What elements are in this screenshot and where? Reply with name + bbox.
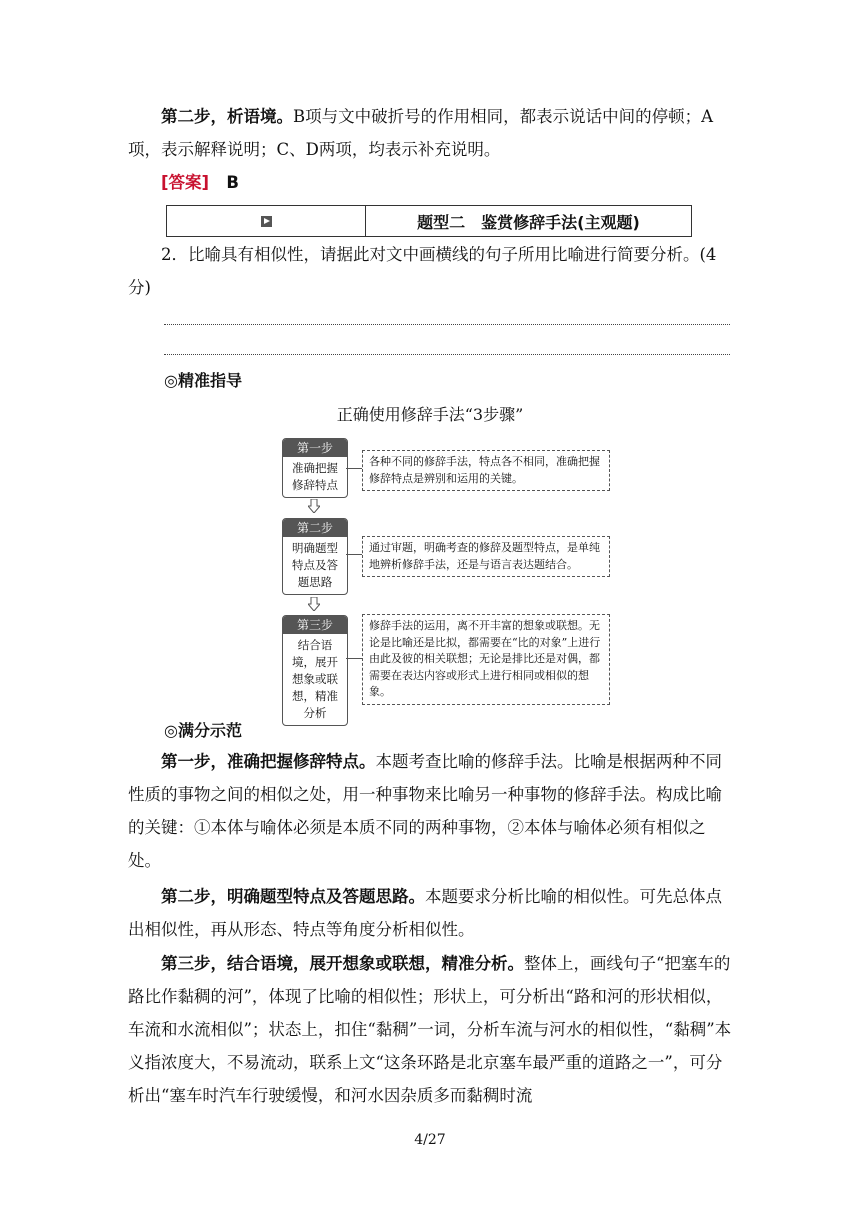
step-2-box — [282, 518, 348, 595]
play-icon — [261, 216, 272, 227]
answer-line-1 — [164, 324, 730, 325]
step-1-box — [282, 438, 348, 498]
step2-text: B项与文中破折号的作用相同，都表示说话中间的停顿；A项，表示解释说明；C、D两项，均表示补充说明。 — [128, 107, 714, 159]
step-2-connector — [346, 554, 362, 555]
demo-p3-text: 整体上，画线句子“把塞车的路比作黏稠的河”，体现了比喻的相似性；形状上，可分析出“路和河的形状相似，车流和水流相似”；状态上，扣住“黏稠”一词，分析车流与河水的相似性，“黏稠”本义指浓度大，不易流动，联系上文“这条环路是北京塞车最严重的道路之一”，可分析出“塞车时汽车行驶缓慢，和河水因杂质多而黏稠时流 — [128, 954, 732, 1105]
step-1-body: 准确把握修辞特点 — [292, 461, 338, 492]
demo-p2-lead: 第二步，明确题型特点及答题思路。 — [161, 887, 425, 906]
section-icon-cell — [167, 206, 366, 236]
demo-p1-lead: 第一步，准确把握修辞特点。 — [161, 752, 376, 771]
question-text: 2．比喻具有相似性，请据此对文中画横线的句子所用比喻进行简要分析。(4分) — [128, 245, 717, 297]
step-2-body: 明确题型特点及答题思路 — [292, 541, 338, 589]
answer-value: B — [226, 173, 239, 192]
demo-paragraph-1 — [128, 745, 734, 877]
step-1-desc: 各种不同的修辞手法，特点各不相同，准确把握修辞特点是辨别和运用的关键。 — [362, 450, 610, 491]
step-2-desc: 通过审题，明确考查的修辞及题型特点，是单纯地辨析修辞手法，还是与语言表达题结合。 — [362, 536, 610, 577]
step-3-desc: 修辞手法的运用，离不开丰富的想象或联想。无论是比喻还是比拟，都需要在“比的对象”上进行由此及彼的相关联想；无论是排比还是对偶，都需要在表达内容或形式上进行相同或相似的想象。 — [362, 614, 610, 705]
section-header-table — [166, 205, 692, 237]
step-3-header: 第三步 — [283, 616, 347, 634]
demo-p1-text: 本题考查比喻的修辞手法。比喻是根据两种不同性质的事物之间的相似之处，用一种事物来比喻另一种事物的修辞手法。构成比喻的关键：①本体与喻体必须是本质不同的两种事物，②本体与喻体必须有相似之处。 — [128, 752, 722, 870]
page-number: 4/27 — [414, 1132, 446, 1148]
demo-p3-lead: 第三步，结合语境，展开想象或联想，精准分析。 — [161, 954, 524, 973]
guide-heading: ◎精准指导 — [164, 371, 242, 390]
step-1-header: 第一步 — [283, 439, 347, 457]
demo-paragraph-2 — [128, 880, 734, 946]
demo-heading: ◎满分示范 — [164, 721, 242, 740]
step2-paragraph — [128, 100, 734, 166]
step-3-box — [282, 615, 348, 726]
step-3-connector — [346, 658, 362, 659]
demo-p2-text: 本题要求分析比喻的相似性。可先总体点出相似性，再从形态、特点等角度分析相似性。 — [128, 887, 722, 939]
step2-lead: 第二步，析语境。 — [161, 107, 293, 126]
figure-title: 正确使用修辞手法“3步骤” — [336, 405, 524, 424]
demo-paragraph-3 — [128, 947, 734, 1112]
answer-line-2 — [164, 354, 730, 355]
step-3-body: 结合语境，展开想象或联想，精准分析 — [292, 638, 338, 720]
down-arrow-icon — [308, 597, 320, 611]
section-title: 题型二 鉴赏修辞手法(主观题) — [417, 212, 640, 232]
step-2-header: 第二步 — [283, 519, 347, 537]
answer-line — [161, 166, 767, 199]
step-1-connector — [346, 468, 362, 469]
down-arrow-icon — [308, 499, 320, 513]
answer-label: [答案] — [161, 173, 210, 192]
